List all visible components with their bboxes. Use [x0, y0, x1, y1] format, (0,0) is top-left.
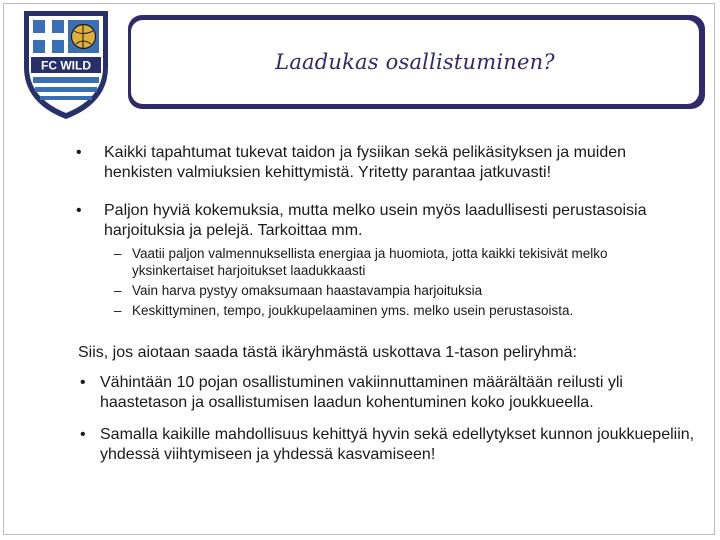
bullet-item: [60, 143, 680, 183]
bullet-marker: •: [80, 374, 86, 391]
sub-bullet-item: [60, 302, 680, 319]
bullet-item: [60, 425, 700, 465]
bullet-list-1: [60, 143, 680, 322]
sub-bullet-text: Vain harva pystyy omaksumaan haastavampia harjoituksia: [132, 283, 483, 298]
sub-bullet-item: [60, 245, 680, 279]
bullet-marker: •: [76, 202, 82, 219]
sub-bullet-item: [60, 282, 680, 299]
fc-wild-logo: [16, 5, 116, 123]
bullet-text: Samalla kaikille mahdollisuus kehittyä hyvin sekä edellytykset kunnon joukkuepeliin, yhdessä viihtymiseen ja yhdessä kasvamiseen!: [100, 426, 695, 463]
bullet-item: [60, 373, 700, 413]
bullet-marker: •: [76, 144, 82, 161]
logo-text: FC WILD: [41, 58, 91, 73]
sub-bullet-text: Vaatii paljon valmennuksellista energiaa ja huomiota, jotta kaikki tekisivät melko yksinkertaiset harjoitukset laadukkaasti: [132, 246, 608, 278]
sub-bullet-marker: –: [114, 283, 122, 298]
sub-bullet-marker: –: [114, 303, 122, 318]
bullet-item: [60, 201, 680, 241]
bullet-list-2: [60, 373, 700, 465]
lead-sentence: Siis, jos aiotaan saada tästä ikäryhmästä uskottava 1-tason peliryhmä:: [78, 344, 577, 361]
sub-bullet-list: [60, 245, 680, 319]
sub-bullet-marker: –: [114, 246, 122, 261]
page-title: Laadukas osallistuminen?: [131, 20, 699, 104]
bullet-marker: •: [80, 426, 86, 443]
bullet-text: Kaikki tapahtumat tukevat taidon ja fysiikan sekä pelikäsityksen ja muiden henkisten valmiuksien kehittymistä. Yritetty parantaa jatkuvasti!: [104, 144, 627, 181]
bullet-text: Paljon hyviä kokemuksia, mutta melko usein myös laadullisesti perustasoisia harjoituksia ja pelejä. Tarkoittaa mm.: [104, 202, 647, 239]
bullet-text: Vähintään 10 pojan osallistuminen vakiinnuttaminen määrältään reilusti yli haastetason ja osallistumisen laadun kohentuminen koko joukkueella.: [100, 374, 623, 411]
sub-bullet-text: Keskittyminen, tempo, joukkupelaaminen yms. melko usein perustasoista.: [132, 303, 574, 318]
